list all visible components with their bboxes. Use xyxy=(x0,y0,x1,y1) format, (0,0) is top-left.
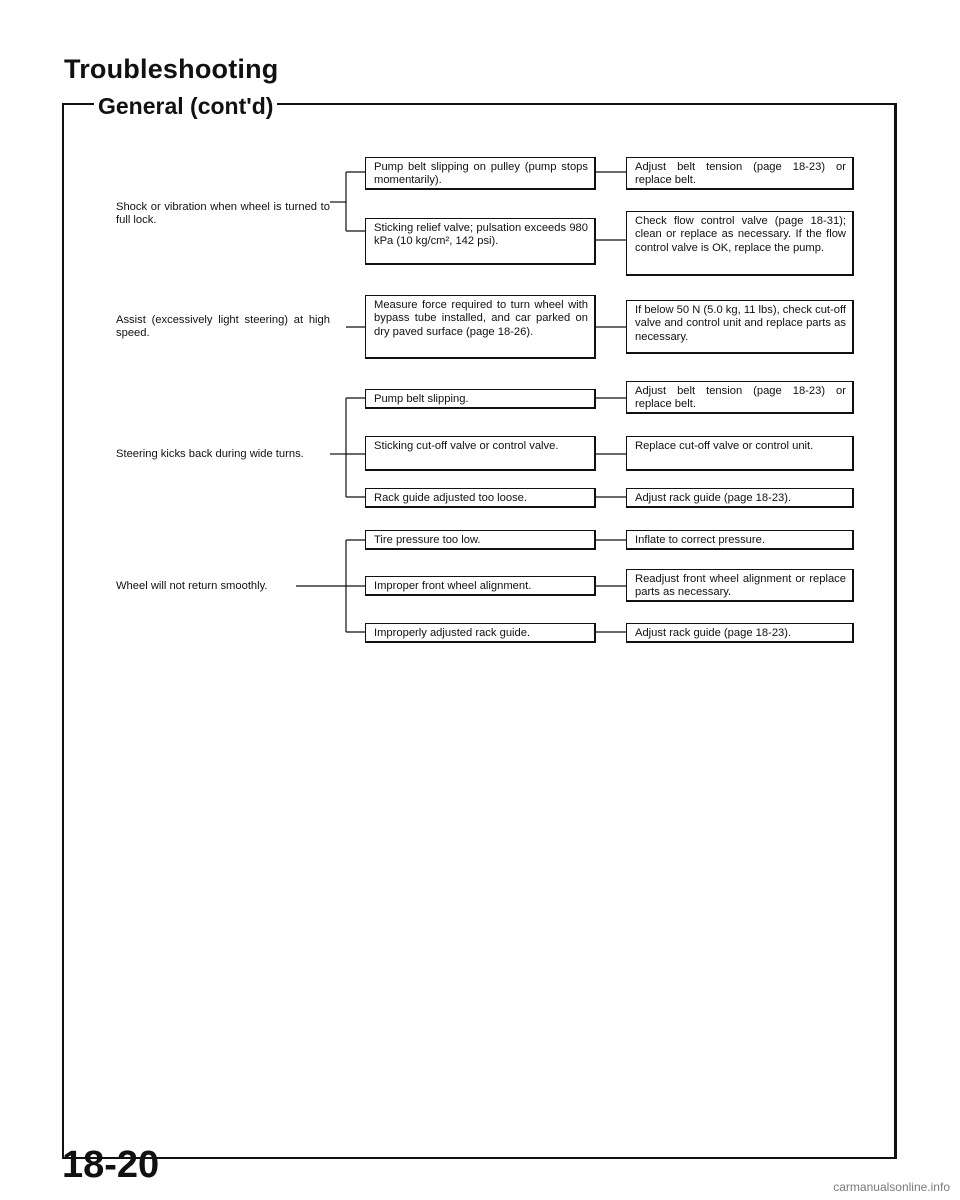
cause-box: Sticking relief valve; pulsation exceeds 980 kPa (10 kg/cm², 142 psi). xyxy=(365,218,596,265)
section-heading: General (cont'd) xyxy=(94,93,277,120)
cause-box: Rack guide adjusted too loose. xyxy=(365,488,596,508)
symptom-return-smoothly: Wheel will not return smoothly. xyxy=(116,580,268,592)
cause-box: Measure force required to turn wheel with bypass tube installed, and car parked on dry paved surface (page 18-26). xyxy=(365,295,596,359)
cause-box: Tire pressure too low. xyxy=(365,530,596,550)
cause-box: Pump belt slipping on pulley (pump stops momentarily). xyxy=(365,157,596,190)
cause-box: Pump belt slipping. xyxy=(365,389,596,409)
remedy-box: Adjust belt tension (page 18-23) or replace belt. xyxy=(626,157,854,190)
remedy-box: Replace cut-off valve or control unit. xyxy=(626,436,854,471)
symptom-shock-vibration: Shock or vibration when wheel is turned to full lock. xyxy=(116,201,330,227)
remedy-box: Adjust rack guide (page 18-23). xyxy=(626,623,854,643)
cause-box: Improperly adjusted rack guide. xyxy=(365,623,596,643)
remedy-box: Readjust front wheel alignment or replace parts as necessary. xyxy=(626,569,854,602)
remedy-box: Inflate to correct pressure. xyxy=(626,530,854,550)
remedy-box: Check flow control valve (page 18-31); clean or replace as necessary. If the flow control valve is OK, replace the pump. xyxy=(626,211,854,276)
page-title: Troubleshooting xyxy=(64,54,279,84)
page-number: 18-20 xyxy=(62,1144,160,1186)
remedy-box: Adjust belt tension (page 18-23) or replace belt. xyxy=(626,381,854,414)
remedy-box: Adjust rack guide (page 18-23). xyxy=(626,488,854,508)
watermark: carmanualsonline.info xyxy=(833,1180,950,1194)
cause-box: Improper front wheel alignment. xyxy=(365,576,596,596)
symptom-light-steering: Assist (excessively light steering) at high speed. xyxy=(116,314,330,340)
remedy-box: If below 50 N (5.0 kg, 11 lbs), check cut-off valve and control unit and replace parts as necessary. xyxy=(626,300,854,354)
cause-box: Sticking cut-off valve or control valve. xyxy=(365,436,596,471)
symptom-kick-back: Steering kicks back during wide turns. xyxy=(116,448,304,460)
